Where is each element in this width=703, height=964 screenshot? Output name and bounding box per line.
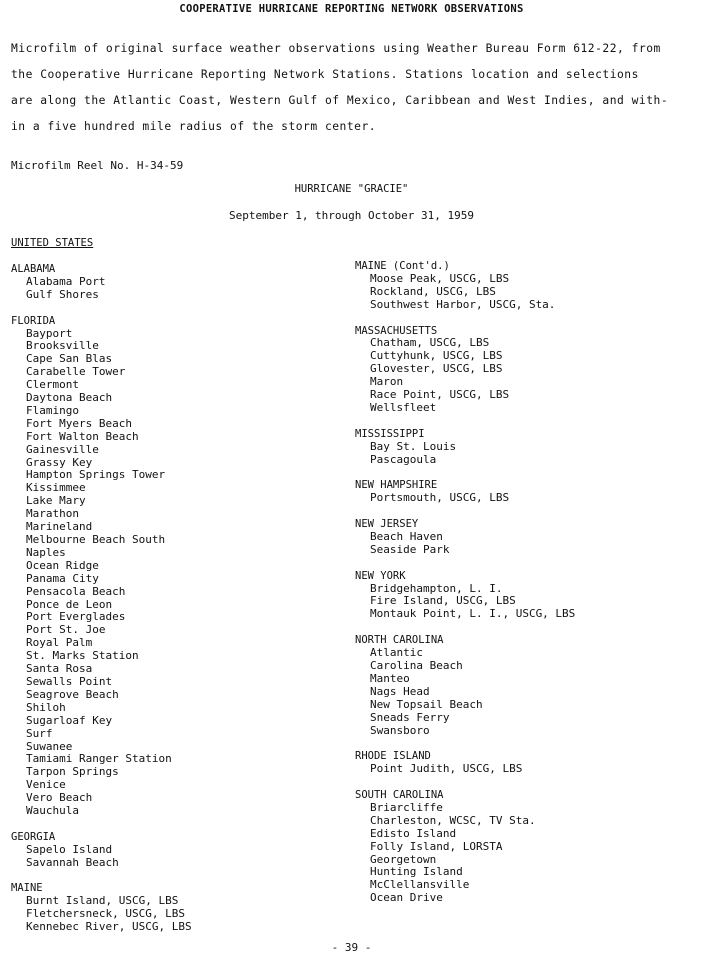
station-location: Clermont <box>26 378 79 392</box>
station-location: Hampton Springs Tower <box>26 468 166 482</box>
date-range: September 1, through October 31, 1959 <box>228 209 475 222</box>
station-location: Daytona Beach <box>26 391 113 405</box>
station-location: Edisto Island <box>370 826 457 840</box>
station-location: Race Point, USCG, LBS <box>370 388 510 402</box>
intro-line-3: are along the Atlantic Coast, Western Gulf of Mexico, Caribbean and West Indies, and with- <box>11 94 669 107</box>
state-name: ALABAMA <box>11 263 56 275</box>
station-location: Marineland <box>26 520 93 534</box>
state-group <box>11 882 192 934</box>
state-name: MAINE <box>11 882 43 895</box>
station-location: Chatham, USCG, LBS <box>370 336 490 350</box>
station-location: Ocean Ridge <box>26 558 99 572</box>
station-location: New Topsail Beach <box>370 697 483 711</box>
state-group <box>11 263 192 302</box>
station-location: Surf <box>26 726 53 740</box>
station-location: Pensacola Beach <box>26 584 126 598</box>
station-location: Shiloh <box>26 700 66 714</box>
station-location: St. Marks Station <box>26 649 139 663</box>
station-location: Kissimmee <box>26 481 86 495</box>
station-location: Sneads Ferry <box>370 710 450 724</box>
station-location: Wellsfleet <box>370 400 437 414</box>
microfilm-reel-number: Microfilm Reel No. H-34-59 <box>11 159 184 172</box>
station-location: Folly Island, LORSTA <box>370 839 503 853</box>
station-location: Fletchersneck, USCG, LBS <box>26 907 185 921</box>
station-location: Nags Head <box>370 684 430 698</box>
station-location: Bay St. Louis <box>370 439 457 453</box>
station-location: Grassy Key <box>26 455 93 469</box>
section-heading-united-states: UNITED STATES <box>11 237 94 249</box>
state-group <box>355 570 575 622</box>
state-name: MAINE (Cont'd.) <box>355 260 450 272</box>
station-location: Carolina Beach <box>370 659 463 672</box>
station-location: Beach Haven <box>370 529 443 543</box>
station-location: Hunting Island <box>370 865 463 879</box>
station-location: Bridgehampton, L. I. <box>370 581 503 595</box>
state-name: RHODE ISLAND <box>355 750 431 763</box>
state-group <box>355 750 575 776</box>
page-title: COOPERATIVE HURRICANE REPORTING NETWORK OBSERVATIONS <box>179 3 524 15</box>
state-name: NEW YORK <box>355 569 406 582</box>
station-location: Venice <box>26 778 66 792</box>
intro-line-2: the Cooperative Hurricane Reporting Network Stations. Stations location and selections <box>11 68 639 81</box>
station-location: Lake Mary <box>26 494 86 508</box>
station-location: Southwest Harbor, USCG, Sta. <box>370 297 556 311</box>
station-location: Point Judith, USCG, LBS <box>370 762 523 776</box>
station-location: Burnt Island, USCG, LBS <box>26 894 179 908</box>
state-name: SOUTH CAROLINA <box>355 789 444 802</box>
state-name: MISSISSIPPI <box>355 427 425 440</box>
state-group <box>11 831 192 870</box>
station-location: Santa Rosa <box>26 662 93 676</box>
station-location: Ponce de Leon <box>26 597 113 611</box>
station-location: Pascagoula <box>370 452 437 466</box>
station-location: Panama City <box>26 571 99 585</box>
station-location: Glovester, USCG, LBS <box>370 362 503 376</box>
station-location: Moose Peak, USCG, LBS <box>370 271 510 285</box>
left-station-column <box>11 263 192 934</box>
station-location: McClellansville <box>370 878 470 892</box>
station-location: Tamiami Ranger Station <box>26 752 172 766</box>
right-station-column <box>355 260 575 905</box>
station-location: Briarcliffe <box>370 800 443 814</box>
state-name: FLORIDA <box>11 314 56 327</box>
state-group <box>11 315 192 818</box>
station-location: Gulf Shores <box>26 287 99 301</box>
intro-line-4: in a five hundred mile radius of the storm center. <box>11 120 377 133</box>
state-group <box>355 428 575 467</box>
station-location: Fort Walton Beach <box>26 429 139 443</box>
station-location: Marathon <box>26 507 79 521</box>
intro-line-1: Microfilm of original surface weather observations using Weather Bureau Form 612-22, from <box>11 42 661 55</box>
station-location: Royal Palm <box>26 636 93 650</box>
state-name: NORTH CAROLINA <box>355 634 444 647</box>
station-location: Bayport <box>26 326 73 340</box>
station-location: Suwanee <box>26 739 73 753</box>
state-group <box>355 260 575 312</box>
station-location: Manteo <box>370 671 410 685</box>
station-location: Alabama Port <box>26 274 106 288</box>
station-location: Vero Beach <box>26 791 93 805</box>
station-location: Rockland, USCG, LBS <box>370 284 496 298</box>
station-location: Wauchula <box>26 804 79 818</box>
station-location: Carabelle Tower <box>26 365 126 379</box>
state-name: NEW JERSEY <box>355 518 419 531</box>
station-location: Sewalls Point <box>26 674 113 688</box>
state-group <box>355 479 575 505</box>
station-location: Fire Island, USCG, LBS <box>370 594 516 608</box>
station-location: Gainesville <box>26 442 99 456</box>
station-location: Charleston, WCSC, TV Sta. <box>370 813 536 827</box>
station-location: Portsmouth, USCG, LBS <box>370 491 510 505</box>
station-location: Brooksville <box>26 339 99 353</box>
station-location: Swansboro <box>370 723 430 737</box>
station-location: Fort Myers Beach <box>26 416 132 430</box>
state-name: MASSACHUSETTS <box>355 324 438 337</box>
station-location: Sapelo Island <box>26 842 113 856</box>
page-number: - 39 - <box>331 941 372 954</box>
station-location: Cuttyhunk, USCG, LBS <box>370 349 503 363</box>
hurricane-name: HURRICANE "GRACIE" <box>294 183 409 195</box>
station-location: Montauk Point, L. I., USCG, LBS <box>370 607 576 621</box>
state-group <box>355 325 575 415</box>
station-location: Seaside Park <box>370 542 450 556</box>
state-group <box>355 789 575 905</box>
station-location: Georgetown <box>370 852 437 866</box>
station-location: Tarpon Springs <box>26 765 119 779</box>
station-location: Melbourne Beach South <box>26 533 166 547</box>
state-group <box>355 518 575 557</box>
station-location: Naples <box>26 545 66 559</box>
station-location: Sugarloaf Key <box>26 713 113 727</box>
station-location: Port Everglades <box>26 610 126 624</box>
station-location: Savannah Beach <box>26 855 119 869</box>
state-group <box>355 634 575 737</box>
station-location: Maron <box>370 375 404 389</box>
state-name: GEORGIA <box>11 830 56 843</box>
station-location: Port St. Joe <box>26 623 106 637</box>
station-location: Seagrove Beach <box>26 687 119 701</box>
station-location: Ocean Drive <box>370 891 443 905</box>
station-location: Kennebec River, USCG, LBS <box>26 920 192 934</box>
station-location: Flamingo <box>26 403 79 417</box>
station-location: Atlantic <box>370 646 423 660</box>
station-location: Cape San Blas <box>26 352 113 366</box>
state-name: NEW HAMPSHIRE <box>355 479 438 492</box>
